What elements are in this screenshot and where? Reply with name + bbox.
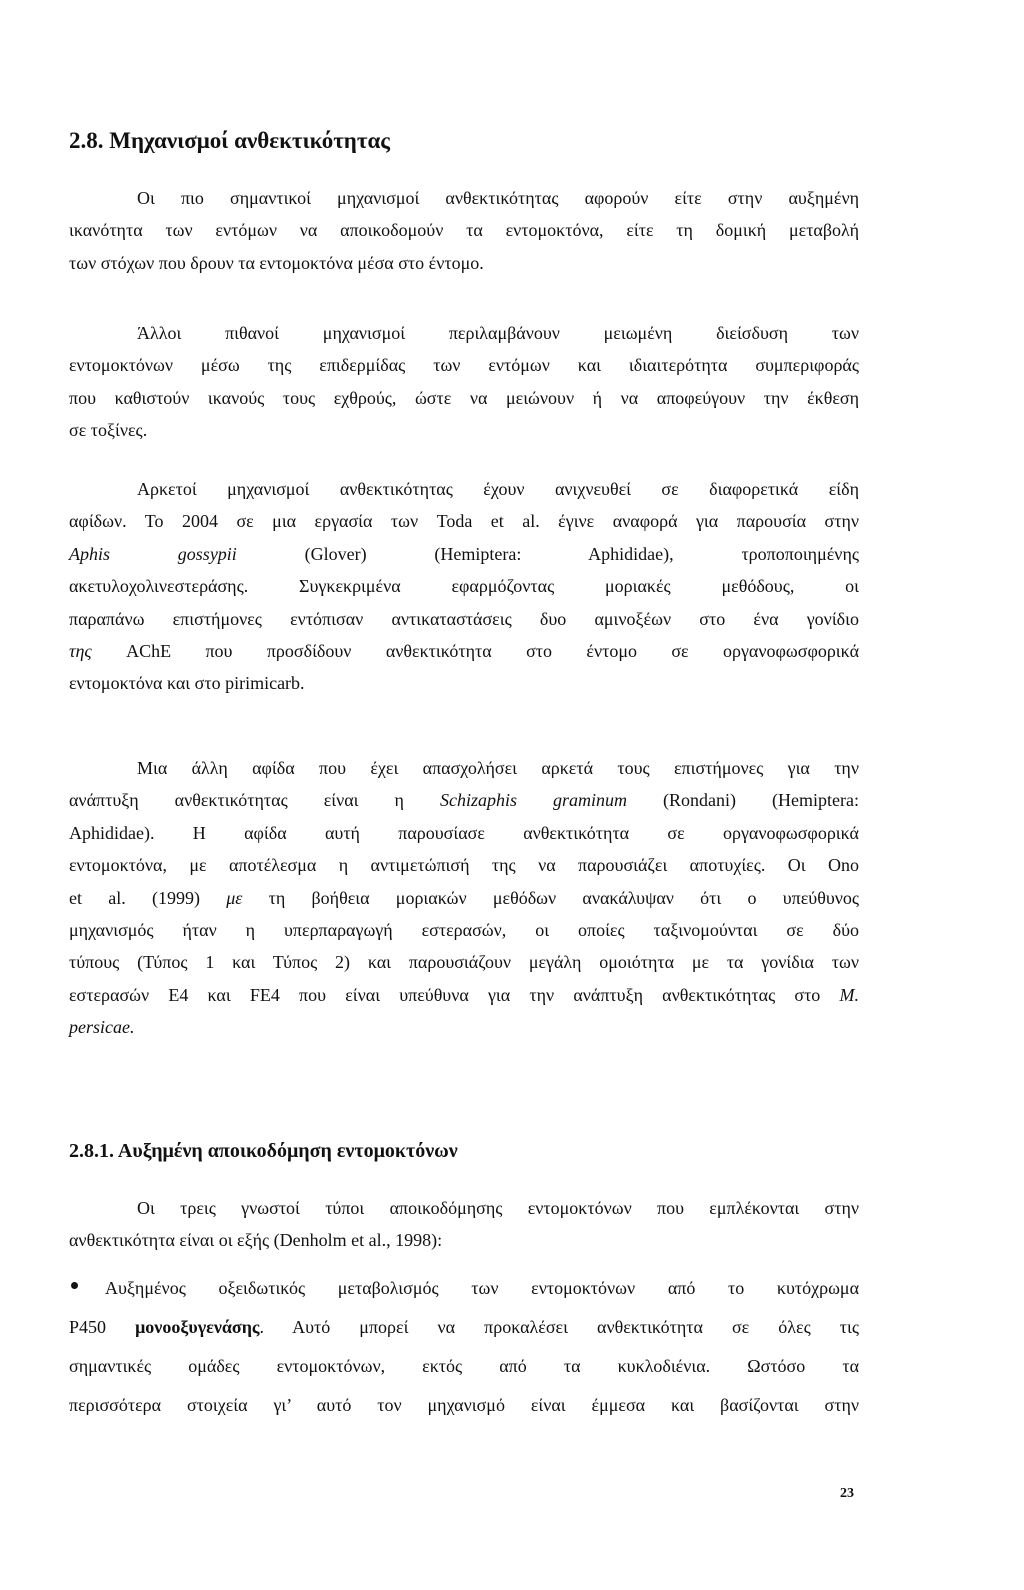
bold-term: μονοοξυγενάσης (135, 1317, 260, 1337)
paragraph-line: τύπους (Τύπος 1 και Τύπος 2) και παρουσιάζουν μεγάλη ομοιότητα με τα γονίδια των (69, 952, 859, 973)
paragraph-line: Άλλοι πιθανοί μηχανισμοί περιλαμβάνουν μειωμένη διείσδυση των (137, 323, 859, 343)
species-abbrev: M. (839, 984, 859, 1005)
species-name: Schizaphis graminum (439, 790, 628, 811)
italic-word: με (226, 887, 243, 908)
italic-word: της (69, 641, 92, 662)
paragraph-line: ανθεκτικότητα είναι οι εξής (Denholm et al., 1998): (69, 1230, 443, 1251)
paragraph-line: εντομοκτόνα, με αποτέλεσμα η αντιμετώπισή της να παρουσιάζει αποτυχίες. Οι Ono (69, 855, 859, 876)
paragraph-line: μηχανισμός ήταν η υπερπαραγωγή εστερασών, οι οποίες ταξινομούνται σε δύο (69, 920, 859, 941)
paragraph-line (69, 882, 859, 914)
paragraph-text: P450 (69, 1317, 136, 1337)
paragraph-1 (69, 182, 859, 279)
page-number: 23 (840, 1486, 854, 1501)
paragraph-text: ανάπτυξη ανθεκτικότητας είναι η (69, 790, 440, 811)
paragraph-line: περισσότερα στοιχεία γι’ αυτό τον μηχανισμό είναι έμμεσα και βασίζονται στην (69, 1395, 859, 1415)
paragraph-line: Οι τρεις γνωστοί τύποι αποικοδόμησης εντομοκτόνων που εμπλέκονται στην (137, 1198, 859, 1218)
bullet-list (69, 1269, 859, 1425)
subsection-intro (69, 1192, 859, 1257)
paragraph-line: σε τοξίνες. (69, 420, 148, 441)
paragraph-line: εντομοκτόνα και στο pirimicarb. (69, 673, 305, 694)
paragraph-line: Αυξημένος οξειδωτικός μεταβολισμός των εντομοκτόνων από το κυτόχρωμα (105, 1278, 859, 1298)
paragraph-text: . Αυτό μπορεί να προκαλέσει ανθεκτικότητα σε όλες τις (259, 1317, 859, 1337)
subsection-heading: 2.8.1. Αυξημένη αποικοδόμηση εντομοκτόνων (69, 1140, 458, 1162)
paragraph-line: Μια άλλη αφίδα που έχει απασχολήσει αρκετά τους επιστήμονες για την (137, 758, 859, 778)
paragraph-text: (Glover) (Hemiptera: Aphididae), τροποποιημένης (236, 543, 859, 564)
paragraph-line: εντομοκτόνων μέσω της επιδερμίδας των εντόμων και ιδιαιτερότητα συμπεριφοράς (69, 355, 859, 376)
paragraph-line: ακετυλοχολινεστεράσης. Συγκεκριμένα εφαρμόζοντας μοριακές μεθόδους, οι (69, 576, 859, 597)
paragraph-line (69, 1011, 859, 1043)
paragraph-text: εστερασών Ε4 και FE4 που είναι υπεύθυνα για την ανάπτυξη ανθεκτικότητας στο (69, 984, 840, 1005)
paragraph-line: των στόχων που δρουν τα εντομοκτόνα μέσα στο έντομο. (69, 252, 484, 273)
paragraph-line (69, 635, 859, 667)
paragraph-line (69, 538, 859, 570)
paragraph-line (69, 979, 859, 1011)
paragraph-line: Aphididae). Η αφίδα αυτή παρουσίασε ανθεκτικότητα σε οργανοφωσφορικά (69, 822, 859, 843)
paragraph-4 (69, 752, 859, 1044)
paragraph-line: Οι πιο σημαντικοί μηχανισμοί ανθεκτικότητας αφορούν είτε στην αυξημένη (137, 188, 859, 208)
paragraph-line: παραπάνω επιστήμονες εντόπισαν αντικαταστάσεις δυο αμινοξέων στο ένα γονίδιο (69, 608, 859, 629)
paragraph-text: AChE που προσδίδουν ανθεκτικότητα στο έντομο σε οργανοφωσφορικά (91, 641, 859, 662)
paragraph-line: που καθιστούν ικανούς τους εχθρούς, ώστε να μειώνουν ή να αποφεύγουν την έκθεση (69, 387, 859, 408)
paragraph-text: τη βοήθεια μοριακών μεθόδων ανακάλυψαν ότι ο υπεύθυνος (242, 887, 860, 908)
bullet-icon (71, 1282, 78, 1289)
paragraph-line (69, 784, 859, 816)
paragraph-line: σημαντικές ομάδες εντομοκτόνων, εκτός από τα κυκλοδιένια. Ωστόσο τα (69, 1356, 859, 1376)
paragraph-line (69, 1308, 859, 1347)
paragraph-2 (69, 317, 859, 447)
species-name: Aphis gossypii (69, 543, 237, 564)
paragraph-line: ικανότητα των εντόμων να αποικοδομούν τα εντομοκτόνα, είτε τη δομική μεταβολή (69, 220, 859, 241)
list-item (69, 1269, 859, 1425)
paragraph-text: et al. (1999) (69, 887, 227, 908)
paragraph-text: (Rondani) (Hemiptera: (627, 790, 859, 811)
paragraph-line: Αρκετοί μηχανισμοί ανθεκτικότητας έχουν ανιχνευθεί σε διαφορετικά είδη (137, 479, 859, 499)
species-name: persicae. (69, 1017, 135, 1038)
paragraph-line: αφίδων. Το 2004 σε μια εργασία των Toda et al. έγινε αναφορά για παρουσία στην (69, 511, 859, 532)
section-heading: 2.8. Μηχανισμοί ανθεκτικότητας (69, 128, 391, 153)
paragraph-3 (69, 473, 859, 700)
